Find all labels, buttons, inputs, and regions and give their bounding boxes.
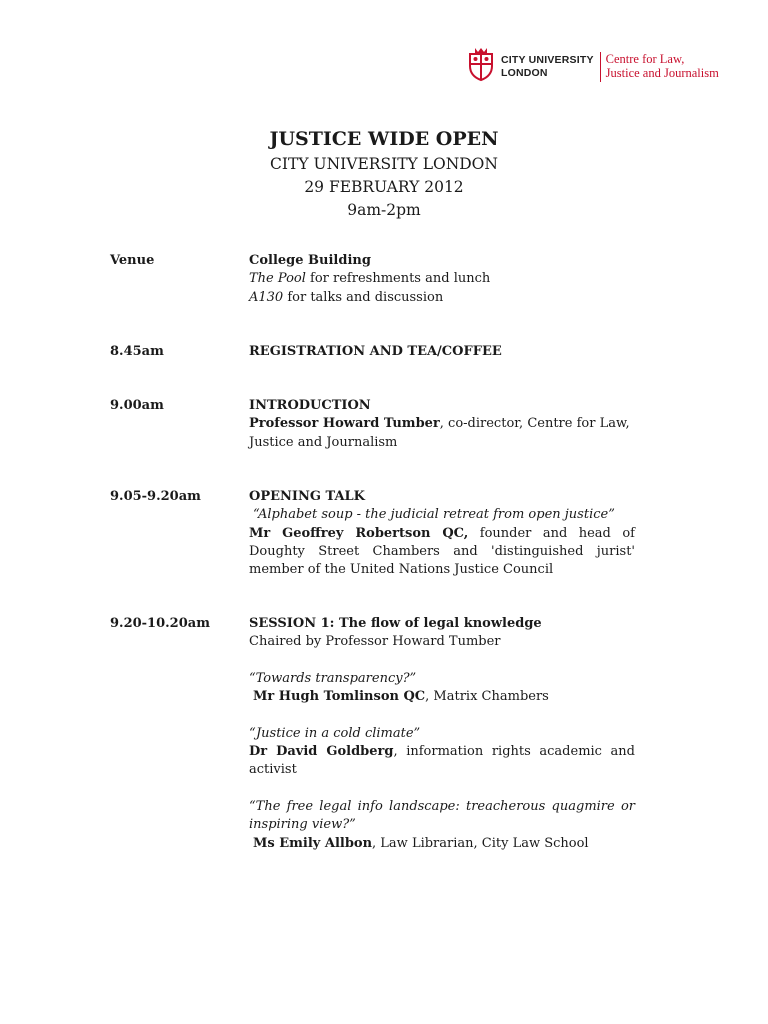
session1-title: SESSION 1: The flow of legal knowledge [249,616,542,631]
logo-divider [600,52,601,82]
venue-room-name: A130 [249,289,284,305]
session1-talk-3-speaker-line [249,835,635,853]
logo [466,46,719,82]
opening-row [110,488,635,579]
session1-talk-1-speaker-line [249,688,635,706]
university-name [501,54,594,80]
header-date: 29 FEBRUARY 2012 [304,178,464,196]
session1-talk-2-speaker-line [249,743,635,780]
venue-row [110,252,635,307]
introduction-speaker: Professor Howard Tumber [249,416,440,432]
opening-speaker-line [249,525,635,580]
venue-room-line [249,289,635,307]
crest-icon [466,46,496,82]
introduction-role: , co-director, Centre for Law, Justice and Journalism [249,416,630,450]
session1-talk-3-speaker: Ms Emily Allbon [253,835,373,851]
opening-talk-title: “Alphabet soup - the judicial retreat from open justice” [253,507,615,523]
header-venue: CITY UNIVERSITY LONDON [270,155,498,173]
centre-name [606,52,719,80]
registration-row [110,343,635,361]
session1-talk-2-title: “Justice in a cold climate” [249,725,421,741]
opening-role: founder and head of Doughty Street Chambers and 'distinguished jurist' member of the United Nations Justice Council [249,525,635,578]
venue-pool-name: The Pool [249,271,306,287]
venue-label: Venue [110,253,155,268]
session1-talk-1-role: , Matrix Chambers [425,689,549,705]
university-line-2: LONDON [501,67,548,79]
introduction-time: 9.00am [110,398,164,413]
session1-talk-1-title: “Towards transparency?” [249,670,417,686]
session1-talk-2-speaker: Dr David Goldberg [249,744,394,760]
opening-speaker: Mr Geoffrey Robertson QC, [249,525,469,541]
registration-title: REGISTRATION AND TEA/COFFEE [249,344,502,359]
centre-line-2: Justice and Journalism [605,66,719,80]
session1-talk-3-title: “The free legal info landscape: treacherous quagmire or inspiring view?” [249,798,635,833]
venue-pool-line [249,270,635,288]
session1-time: 9.20-10.20am [110,616,210,631]
session1-row [110,615,635,853]
introduction-speaker-line [249,415,635,452]
introduction-title: INTRODUCTION [249,398,371,413]
centre-line-1: Centre for Law, [605,52,685,66]
venue-pool-use: for refreshments and lunch [305,271,491,287]
session1-chair: Chaired by Professor Howard Tumber [249,634,501,650]
header-time: 9am-2pm [347,201,421,219]
session1-talk-1-speaker: Mr Hugh Tomlinson QC [253,689,426,705]
opening-time: 9.05-9.20am [110,489,201,504]
university-line-1: CITY UNIVERSITY [501,54,594,66]
session1-talk-3-role: , Law Librarian, City Law School [372,835,589,851]
document-header [0,126,768,222]
opening-title: OPENING TALK [249,489,365,504]
venue-building: College Building [249,253,371,268]
session1-talk-2-role: , information rights academic and activist [249,744,635,778]
venue-room-use: for talks and discussion [283,289,444,305]
registration-time: 8.45am [110,344,164,359]
page-title: JUSTICE WIDE OPEN [269,128,499,150]
introduction-row [110,397,635,452]
